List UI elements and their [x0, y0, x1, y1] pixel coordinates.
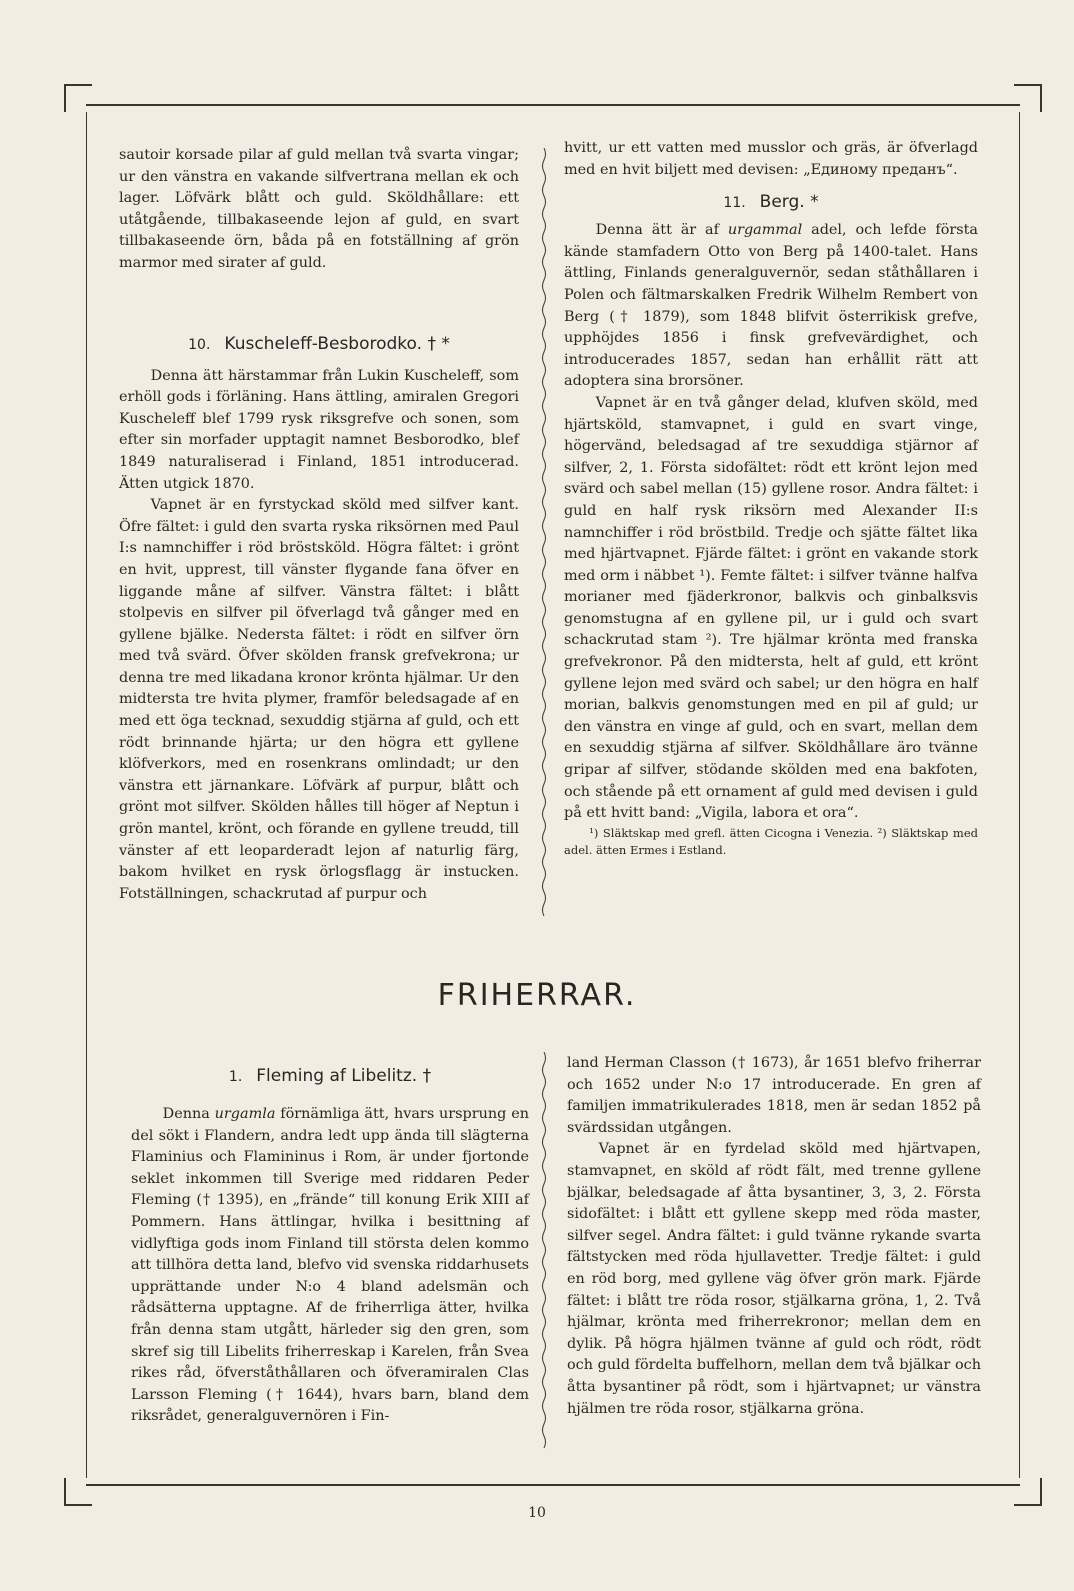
upper-left-intro: sautoir korsade pilar af guld mellan två svarta vingar; ur den vänstra en vakande silfvertrana mellan ek och lager. Löfvärk blått och guld. Sköldhållare: ett utåtgående, tillbakaseende lejon af guld, en svart tillbakaseende örn, båda på en fotställning af grön marmor med sirater af guld. — [119, 147, 519, 271]
column-divider-lower — [541, 1052, 547, 1452]
upper-right-column — [564, 138, 978, 859]
upper-left-column — [119, 145, 519, 905]
fleming-history: Denna urgamla förnämliga ätt, hvars ursprung en del sökt i Flandern, andra ledt upp ända till slägterna Flaminius och Flamininus i Rom, är under fjortonde seklet inkommen till Sverige med riddaren Peder Fleming († 1395), en „frände“ till konung Erik XIII af Pommern. Hans ättlingar, hvilka i besittning af vidlyftiga gods inom Finland till största delen kommo att tillhöra detta land, blefvo vid svenska riddarhusets upprättande under N:o 4 bland adelsmän och rådsätterna upptagne. Af de friherrliga ätter, hvilka från denna stam utgått, härleder sig den gren, som skref sig till Libelits friherreskap i Karelen, från Svea rikes råd, öfverståthållaren och öfveramiralen Clas Larsson Fleming († 1644), hvars barn, bland dem riksrådet, generalguvernören i Fin- — [131, 1106, 529, 1425]
heading-number: 11. — [723, 195, 746, 212]
corner-ornament-top-right — [1014, 84, 1042, 112]
heading-title: Kuscheleff-Besborodko. † * — [224, 333, 450, 354]
corner-ornament-bottom-left — [64, 1478, 92, 1506]
heading-fleming — [131, 1063, 529, 1090]
berg-arms: Vapnet är en två gånger delad, klufven sköld, med hjärtsköld, stamvapnet, i guld en svart vinge, högervänd, beledsagad af tre sexuddiga stjärnor af silfver, 2, 1. Första sidofältet: rödt ett krönt lejon med svärd och sabel mellan (15) gyllene rosor. Andra fältet: i guld en half rysk riksörn med Alexander II:s namnchiffer i röd bröstbild. Tredje och sjätte fältet lika med hjärtvapnet. Fjärde fältet: i grönt en vakande stork med orm i näbbet ¹). Femte fältet: i silfver tvänne halfva morianer med fjäderkronor, balkvis och ginbalksvis genomstugna af en gyllene pil, ur i guld och svart schackrutad stam ²). Tre hjälmar krönta med franska grefvekronor. På den midtersta, helt af guld, ett krönt gyllene lejon med svärd och sabel; ur den högra en half morian, balkvis genomstungen med en pil af guld; ur den vänstra en vinge af guld, och en svart, mellan dem en sexuddig stjärna af silfver. Sköldhållare äro tvänne gripar af silfver, stödande skölden med ena bakfoten, och stående på ett ornament af guld med devisen i guld på ett hvitt band: „Vigila, labora et ora“. — [564, 394, 978, 822]
berg-footnotes: ¹) Släktskap med grefl. ätten Cicogna i Venezia. ²) Släktskap med adel. ätten Ermes i Estland. — [564, 825, 978, 857]
fleming-arms: Vapnet är en fyrdelad sköld med hjärtvapen, stamvapnet, en sköld af rödt fält, med trenne gyllene bjälkar, beledsagade af åtta bysantiner, 3, 3, 2. Första sidofältet: i blått ett gyllene skepp med röda master, silfver segel. Andra fältet: i guld tvänne rykande svarta fältstycken med röda hjullavetter. Tredje fältet: i guld en röd borg, med gyllene väg öfver grön mark. Fjärde fältet: i blått tre röda rosor, stjälkarna gröna, 1, 2. Två hjälmar, krönta med friherrekronor; mellan dem en dylik. På högra hjälmen tvänne af guld och rödt, rödt och guld fördelta buffelhorn, mellan dem två bjälkar och åtta bysantiner på rödt, som i hjärtvapnet; ur vänstra hjälmen tre röda rosor, stjälkarna gröna. — [567, 1141, 981, 1417]
fleming-history-continued: land Herman Classon († 1673), år 1651 blefvo friherrar och 1652 under N:o 17 introducerade. En gren af familjen immatrikulerades 1818, men är sedan 1852 på svärdssidan utgången. — [567, 1055, 981, 1136]
kuscheleff-history: Denna ätt härstammar från Lukin Kuscheleff, som erhöll gods i förläning. Hans ättling, amiralen Gregori Kuscheleff blef 1799 rysk riksgrefve och sonen, som efter sin morfader upptagit namnet Besborodko, blef 1849 naturaliserad i Finland, 1851 introducerad. Ätten utgick 1870. — [119, 367, 519, 492]
heading-title: Berg. * — [759, 192, 819, 213]
section-title-friherrar: FRIHERRAR. — [437, 978, 637, 1013]
page-number: 10 — [528, 1505, 546, 1521]
heading-number: 1. — [228, 1069, 243, 1085]
heading-berg — [564, 189, 978, 216]
heading-kuscheleff — [119, 331, 519, 358]
heading-title: Fleming af Libelitz. † — [256, 1066, 432, 1086]
emphasis-urgammal: urgammal — [727, 222, 803, 239]
corner-ornament-bottom-right — [1014, 1478, 1042, 1506]
column-divider-upper — [541, 148, 547, 920]
heading-number: 10. — [188, 336, 211, 353]
kuscheleff-arms: Vapnet är en fyrstyckad sköld med silfver kant. Öfre fältet: i guld den svarta ryska riksörnen med Paul I:s namnchiffer i röd bröstsköld. Högra fältet: i grönt en hvit, upprest, till vänster flygande fana öfver en liggande måne af silfver. Vänstra fältet: i blått stolpevis en silfver pil öfverlagd två gånger med en gyllene bjälke. Nedersta fältet: i rödt en silfver örn med två svärd. Öfver skölden fransk grefvekrona; ur denna tre med likadana kronor krönta hjälmar. Ur den midtersta tre hvita plymer, framför beledsagade af en med ett öga tecknad, sexuddig stjärna af guld, och ett rödt brinnande hjärta; ur den högra ett gyllene klöfverkors, med en rosenkrans omlindadt; ur den vänstra ett järnankare. Löfvärk af purpur, blått och grönt mot silfver. Skölden hålles till höger af Neptun i grön mantel, krönt, och förande en gyllene treudd, till vänster af ett leoparderadt lejon af naturlig färg, bakom hvilket en rysk örlogsflagg är instucken. Fotställningen, schackrutad af purpur och — [119, 497, 519, 902]
berg-history: Denna ätt är af urgammal adel, och lefde första kände stamfadern Otto von Berg på 1400-talet. Hans ättling, Finlands generalguvernör, sedan ståthållaren i Polen och fältmarskalken Fredrik Wilhelm Rembert von Berg († 1879), som 1848 blifvit österrikisk grefve, upphöjdes 1856 i finsk grefvevärdighet, och introducerades 1857, sedan han erhållit rätt att adoptera sina brorsöner. — [564, 222, 978, 390]
lower-right-column — [567, 1053, 981, 1420]
lower-left-column — [131, 1063, 529, 1428]
upper-right-intro: hvitt, ur ett vatten med musslor och gräs, är öfverlagd med en hvit biljett med devisen: „Единому преданъ“. — [564, 140, 978, 178]
corner-ornament-top-left — [64, 84, 92, 112]
emphasis-urgamla: urgamla — [214, 1106, 276, 1122]
